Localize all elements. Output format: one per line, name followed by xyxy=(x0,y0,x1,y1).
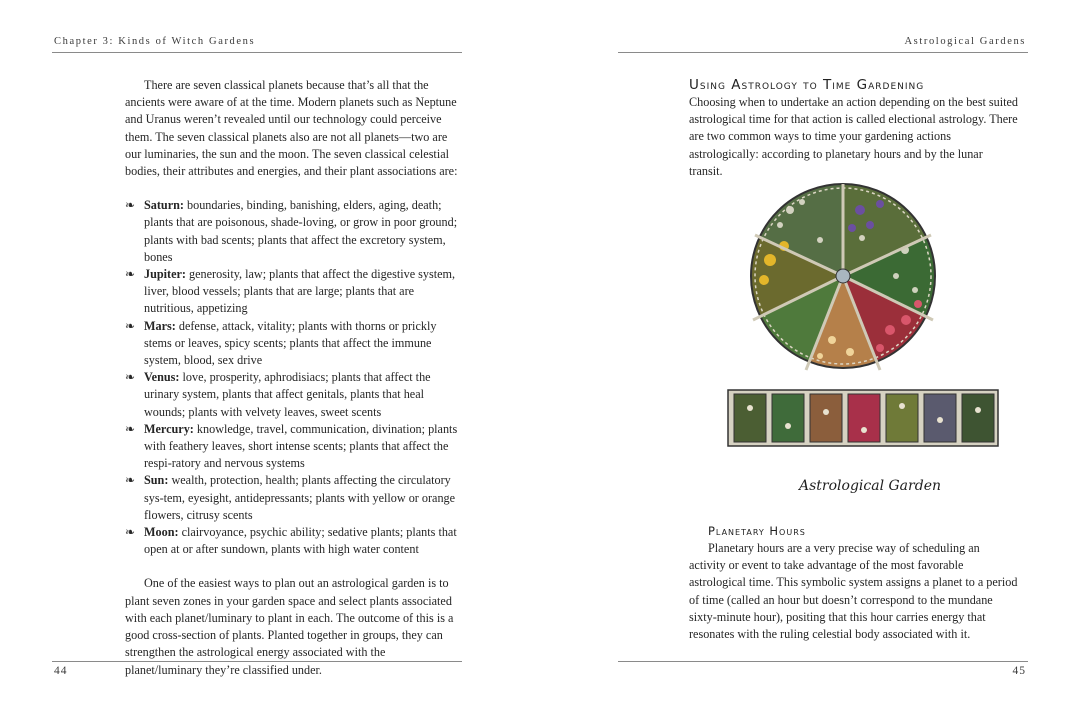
list-item-saturn xyxy=(125,197,465,266)
planet-description: wealth, protection, health; plants affecting the circulatory sys-tem, eyesight, antidepressants; plants with yellow or orange flowers, citrusy scents xyxy=(144,473,456,522)
list-item-venus xyxy=(125,369,465,421)
running-head-left: Chapter 3: Kinds of Witch Gardens xyxy=(54,36,256,47)
planet-description: knowledge, travel, communication, divination; plants with feathery leaves, short intense scents; plants that affect the respi-ratory and nervous systems xyxy=(144,421,458,471)
fleuron-icon: ❧ xyxy=(125,370,136,385)
planet-description: defense, attack, vitality; plants with thorns or prickly stems or leaves, spicy scents; plants that affect the immune system, blood, sex drive xyxy=(144,318,437,368)
planet-description: clairvoyance, psychic ability; sedative plants; plants that open at or after sundown, plants with high water content xyxy=(144,525,457,557)
planet-name: Moon: xyxy=(144,525,179,540)
timing-paragraph xyxy=(689,94,1019,180)
header-rule-right xyxy=(618,52,1028,53)
planet-name: Jupiter: xyxy=(144,267,186,282)
fleuron-icon: ❧ xyxy=(125,473,136,488)
footer-rule-right xyxy=(618,661,1028,662)
planet-description: boundaries, binding, banishing, elders, aging, death; plants that are poisonous, shade-loving, or grow in poor ground; plants with bad scents; plants that affect the excretory system, bones xyxy=(144,198,458,264)
footer-rule-left xyxy=(52,661,462,662)
section-heading-planetary-hours: Planetary Hours xyxy=(708,524,806,538)
list-item-jupiter xyxy=(125,266,465,318)
page-number-right: 45 xyxy=(1012,665,1026,677)
list-item-sun xyxy=(125,472,465,524)
planet-list xyxy=(125,197,465,558)
planet-description: generosity, law; plants that affect the digestive system, liver, blood vessels; plants that are large; plants that are nutritious, appetizing xyxy=(144,267,456,316)
illustration-caption: Astrological Garden xyxy=(799,478,941,494)
hours-paragraph xyxy=(689,540,1019,643)
intro-paragraph: There are seven classical planets because that’s all that the ancients were aware of at the time. Modern planets such as Neptune and Uranus weren’t revealed until our technology could perceive them. The seven classical planets also are not all planets—two are our luminaries, the sun and the moon. The seven classical celestial bodies, their attributes and energies, and their plant associations are: xyxy=(125,78,458,179)
planet-name: Mercury: xyxy=(144,421,194,436)
fleuron-icon: ❧ xyxy=(125,198,136,213)
planet-name: Saturn: xyxy=(144,198,184,213)
astrological-garden-illustration xyxy=(720,180,1010,480)
header-rule-left xyxy=(52,52,462,53)
fleuron-icon: ❧ xyxy=(125,267,136,282)
planet-description: love, prosperity, aphrodisiacs; plants that affect the urinary system, plants that affect genitals, plants that heal wounds; plants with velvety leaves, sweet scents xyxy=(144,370,431,419)
left-body xyxy=(125,77,465,679)
list-item-mercury xyxy=(125,421,465,473)
planet-name: Venus: xyxy=(144,370,180,385)
planet-name: Mars: xyxy=(144,318,176,333)
fleuron-icon: ❧ xyxy=(125,318,136,333)
running-head-right: Astrological Gardens xyxy=(904,36,1026,47)
timing-text: Choosing when to undertake an action depending on the best suited astrological time for that action is called electional astrology. There are two common ways to time your gardening actions astrologically: according to planetary hours and by the lunar transit. xyxy=(689,95,1018,178)
page-number-left: 44 xyxy=(54,665,68,677)
list-item-mars xyxy=(125,318,465,370)
fleuron-icon: ❧ xyxy=(125,421,136,436)
closing-paragraph: One of the easiest ways to plan out an astrological garden is to plant seven zones in your garden space and select plants associated with each planet/luminary to plant in each. The outcome of this is a good cross-section of plants. Planted together in groups, they can strengthen the astrological energy associated with the planet/luminary they’re classified under. xyxy=(125,576,454,677)
fleuron-icon: ❧ xyxy=(125,525,136,540)
list-item-moon xyxy=(125,524,465,558)
planet-name: Sun: xyxy=(144,473,169,488)
section-heading-timing: Using Astrology to Time Gardening xyxy=(689,77,925,93)
hours-text: Planetary hours are a very precise way of scheduling an activity or event to take advantage of the most favorable astrological time. This symbolic system assigns a planet to a period of time (called an hour but doesn’t correspond to the mundane sixty-minute hour), positing that this hour carries energy that resonates with the ruling celestial body associated with it. xyxy=(689,541,1018,642)
right-page xyxy=(540,0,1080,704)
